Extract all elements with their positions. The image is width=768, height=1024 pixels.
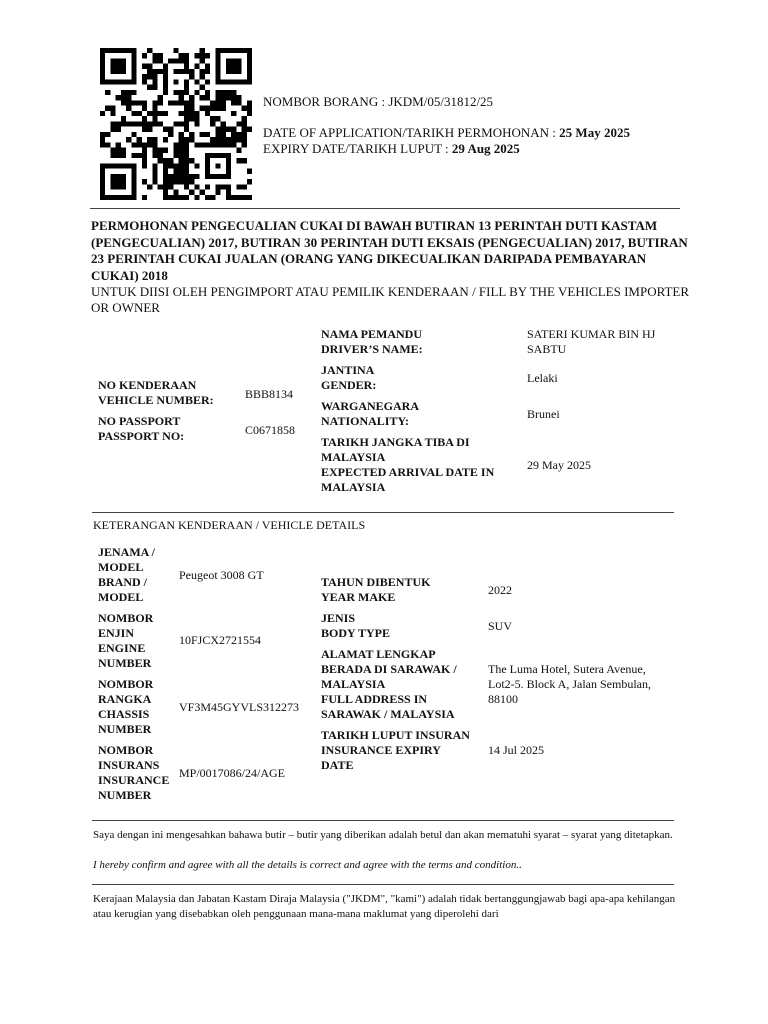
- application-date-label: DATE OF APPLICATION/TARIKH PERMOHONAN :: [263, 125, 560, 140]
- body-type-label: JENIS BODY TYPE: [321, 611, 391, 640]
- year-make-label: TAHUN DIBENTUK YEAR MAKE: [321, 575, 431, 604]
- insurance-number-value: MP/0017086/24/AGE: [179, 766, 286, 780]
- insurance-expiry-label: TARIKH LUPUT INSURAN INSURANCE EXPIRY DATE: [321, 728, 470, 772]
- passport-value: C0671858: [245, 423, 296, 437]
- qr-code: [96, 48, 256, 200]
- gender-label: JANTINA GENDER:: [321, 363, 377, 392]
- arrival-date-label: TARIKH JANGKA TIBA DI MALAYSIA EXPECTED ARRIVAL DATE IN MALAYSIA: [321, 435, 495, 494]
- form-subtitle: UNTUK DIISI OLEH PENGIMPORT ATAU PEMILIK KENDERAAN / FILL BY THE VEHICLES IMPORTER OR OWNER: [91, 284, 690, 315]
- application-date: [263, 125, 630, 141]
- gender-value: Lelaki: [527, 371, 558, 385]
- vehicle-details-heading: KETERANGAN KENDERAAN / VEHICLE DETAILS: [93, 518, 366, 532]
- driver-name-value: SATERI KUMAR BIN HJ SABTU: [527, 327, 656, 356]
- address-label: ALAMAT LENGKAP BERADA DI SARAWAK / MALAYSIA FULL ADDRESS IN SARAWAK / MALAYSIA: [321, 647, 457, 721]
- divider: [92, 820, 674, 821]
- year-make-value: 2022: [488, 583, 512, 597]
- declaration-english: I hereby confirm and agree with all the details is correct and agree with the terms and condition..: [93, 859, 522, 871]
- vehicle-number-value: BBB8134: [245, 387, 294, 401]
- expiry-date-value: 29 Aug 2025: [451, 141, 520, 156]
- insurance-expiry-value: 14 Jul 2025: [488, 743, 545, 757]
- divider: [90, 208, 680, 209]
- form-number: NOMBOR BORANG : JKDM/05/31812/25: [263, 94, 494, 109]
- driver-name-label: NAMA PEMANDU DRIVER’S NAME:: [321, 327, 423, 356]
- vehicle-number-label: NO KENDERAAN VEHICLE NUMBER:: [98, 378, 214, 407]
- form-title: PERMOHONAN PENGECUALIAN CUKAI DI BAWAH BUTIRAN 13 PERINTAH DUTI KASTAM (PENGECUALIAN) 2017, BUTIRAN 30 PERINTAH DUTI EKSAIS (PENGECUALIAN) 2017, BUTIRAN 23 PERINTAH CUKAI JUALAN (ORANG YANG DIKECUALIKAN DARIPADA PEMBAYARAN CUKAI) 2018: [91, 218, 688, 283]
- body-type-value: SUV: [488, 619, 513, 633]
- expiry-date-label: EXPIRY DATE/TARIKH LUPUT :: [263, 141, 452, 156]
- brand-model-label: JENAMA / MODEL BRAND / MODEL: [98, 545, 155, 604]
- nationality-value: Brunei: [527, 407, 560, 421]
- disclaimer-text: Kerajaan Malaysia dan Jabatan Kastam Diraja Malaysia ("JKDM", "kami") adalah tidak bertanggungjawab bagi apa-apa kehilangan atau kerugian yang disebabkan oleh penggunaan mana-mana maklumat yang diperolehi dari: [93, 893, 676, 920]
- nationality-label: WARGANEGARA NATIONALITY:: [321, 399, 420, 428]
- chassis-number-label: NOMBOR RANGKA CHASSIS NUMBER: [98, 677, 154, 736]
- expiry-date: [263, 141, 520, 157]
- insurance-number-label: NOMBOR INSURANS INSURANCE NUMBER: [98, 743, 170, 802]
- chassis-number-value: VF3M45GYVLS312273: [179, 700, 300, 714]
- arrival-date-value: 29 May 2025: [527, 458, 591, 472]
- divider: [92, 884, 674, 885]
- address-value: The Luma Hotel, Sutera Avenue, Lot2-5. Block A, Jalan Sembulan, 88100: [488, 662, 651, 706]
- application-date-value: 25 May 2025: [559, 125, 630, 140]
- passport-label: NO PASSPORT PASSPORT NO:: [98, 414, 185, 443]
- divider: [92, 512, 674, 513]
- engine-number-value: 10FJCX2721554: [179, 633, 262, 647]
- engine-number-label: NOMBOR ENJIN ENGINE NUMBER: [98, 611, 154, 670]
- brand-model-value: Peugeot 3008 GT: [179, 568, 264, 582]
- declaration-malay: Saya dengan ini mengesahkan bahawa butir – butir yang diberikan adalah betul dan akan mematuhi syarat – syarat yang ditetapkan.: [93, 829, 673, 841]
